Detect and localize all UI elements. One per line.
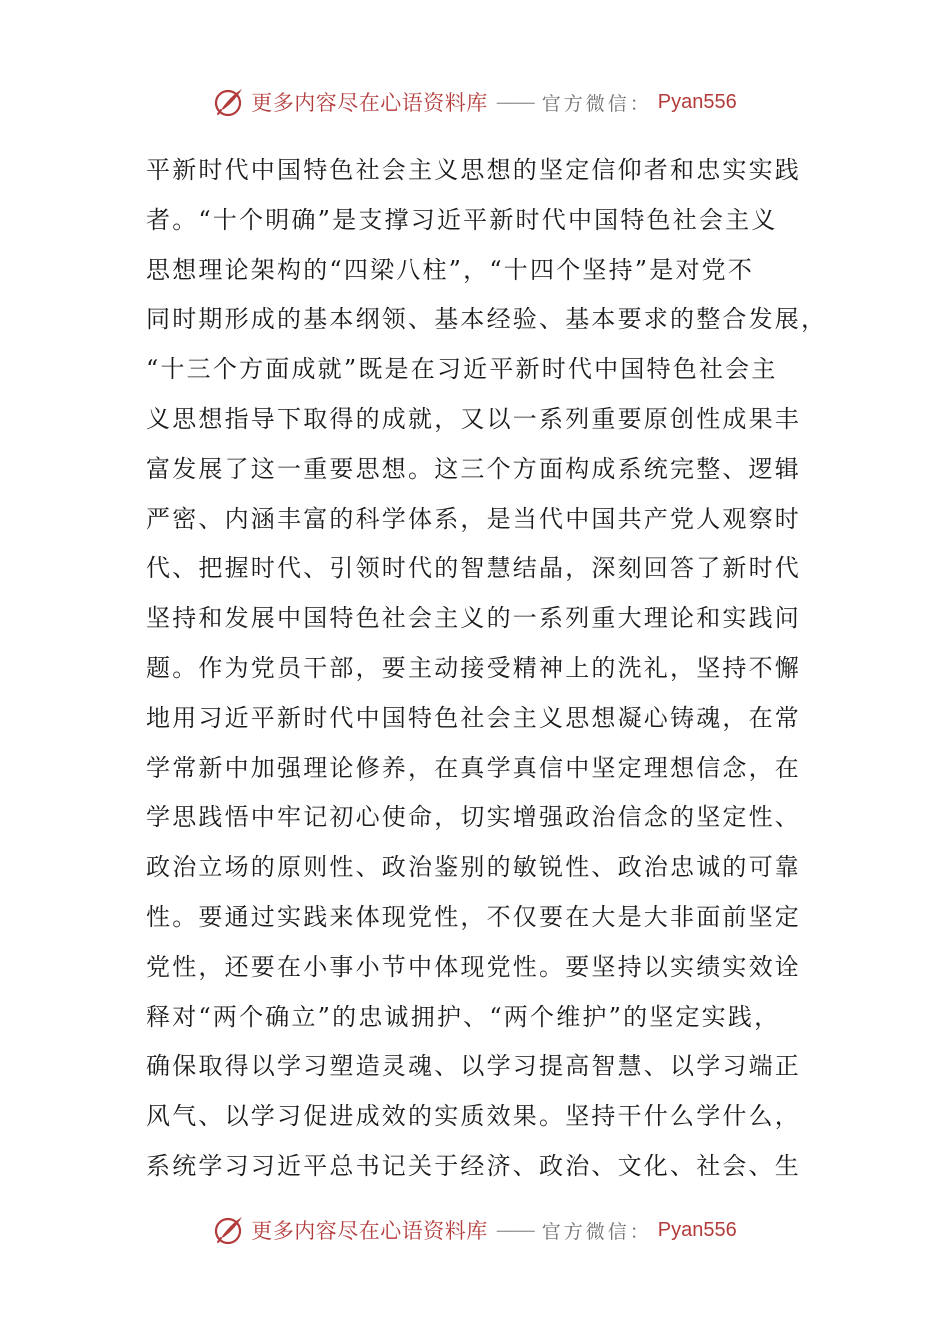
header-banner-content <box>213 86 736 118</box>
body-line: 者。“十个明确”是支撑习近平新时代中国特色社会主义 <box>146 205 778 234</box>
body-line: 学思践悟中牢记初心使命，切实增强政治信念的坚定性、 <box>146 803 801 832</box>
footer-contact-id: Pyan556 <box>657 1218 737 1241</box>
footer-site-text: 更多内容尽在心语资料库 <box>251 1219 488 1243</box>
body-line: 系统学习习近平总书记关于经济、政治、文化、社会、生 <box>146 1151 801 1180</box>
header-banner <box>0 82 950 122</box>
body-line: 性。要通过实践来体现党性，不仅要在大是大非面前坚定 <box>146 902 801 931</box>
body-line: 思想理论架构的“四梁八柱”，“十四个坚持”是对党不 <box>146 255 755 284</box>
body-line: 学常新中加强理论修养，在真学真信中坚定理想信念，在 <box>146 753 801 782</box>
header-contact-label: 官方微信： <box>541 92 652 115</box>
header-dash: —— <box>495 90 534 114</box>
body-line: 严密、内涵丰富的科学体系，是当代中国共产党人观察时 <box>146 504 801 533</box>
body-line: 题。作为党员干部，要主动接受精神上的洗礼，坚持不懈 <box>146 653 801 682</box>
quill-pen-logo-icon <box>213 1214 245 1246</box>
body-line: 义思想指导下取得的成就，又以一系列重要原创性成果丰 <box>146 404 801 433</box>
body-line: 政治立场的原则性、政治鉴别的敏锐性、政治忠诚的可靠 <box>146 853 801 882</box>
header-contact-id: Pyan556 <box>657 90 737 113</box>
body-line: 确保取得以学习塑造灵魂、以学习提高智慧、以学习端正 <box>146 1052 801 1081</box>
body-line: 富发展了这一重要思想。这三个方面构成系统完整、逻辑 <box>146 454 801 483</box>
body-line: 同时期形成的基本纲领、基本经验、基本要求的整合发展， <box>146 305 828 334</box>
footer-banner <box>0 1210 950 1250</box>
body-line: 坚持和发展中国特色社会主义的一系列重大理论和实践问 <box>146 604 801 633</box>
quill-pen-logo-icon <box>213 86 245 118</box>
body-line: 党性，还要在小事小节中体现党性。要坚持以实绩实效诠 <box>146 952 801 981</box>
footer-contact-label: 官方微信： <box>541 1220 652 1243</box>
header-site-text: 更多内容尽在心语资料库 <box>251 91 488 115</box>
body-line: 平新时代中国特色社会主义思想的坚定信仰者和忠实实践 <box>146 156 801 184</box>
body-line: “十三个方面成就”既是在习近平新时代中国特色社会主 <box>146 355 778 384</box>
body-line: 地用习近平新时代中国特色社会主义思想凝心铸魂，在常 <box>146 703 801 732</box>
footer-banner-content <box>213 1214 736 1246</box>
footer-dash: —— <box>495 1218 534 1242</box>
body-line: 释对“两个确立”的忠诚拥护、“两个维护”的坚定实践， <box>146 1002 781 1031</box>
body-line: 风气、以学习促进成效的实质效果。坚持干什么学什么， <box>146 1102 801 1131</box>
body-line: 代、把握时代、引领时代的智慧结晶，深刻回答了新时代 <box>146 554 801 583</box>
document-body <box>146 146 828 1192</box>
